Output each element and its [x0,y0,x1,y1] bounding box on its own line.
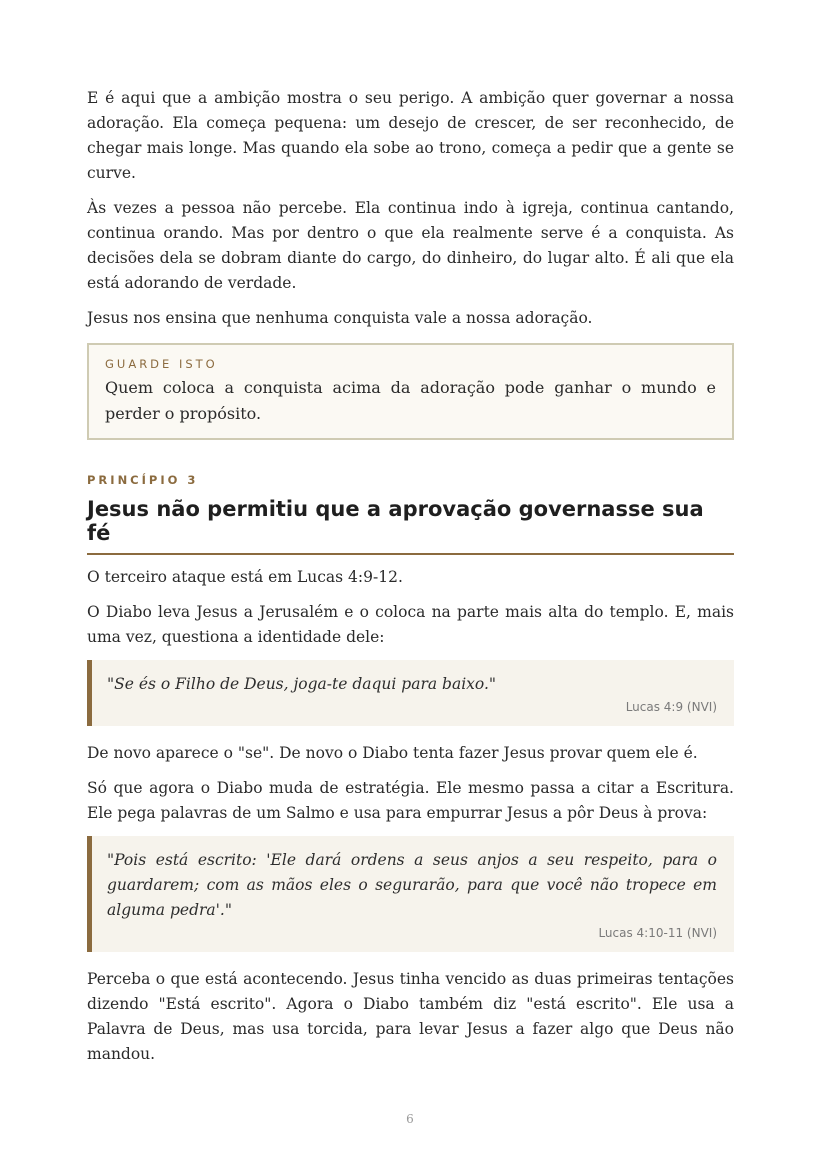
scripture-quote [87,660,734,726]
quote-reference: Lucas 4:10-11 (NVI) [598,926,717,940]
section-title: Jesus não permitiu que a aprovação governasse sua fé [87,497,734,555]
quote-text: "Pois está escrito: 'Ele dará ordens a seus anjos a seu respeito, para o guardarem; com as mãos eles o segurarão, para que você não tropece em alguma pedra'." [107,851,717,919]
highlight-callout [87,343,734,440]
scripture-quote [87,836,734,952]
body-paragraph: Só que agora o Diabo muda de estratégia. Ele mesmo passa a citar a Escritura. Ele pega palavras de um Salmo e usa para empurrar Jesus a pôr Deus à prova: [87,779,734,822]
body-paragraph: O terceiro ataque está em Lucas 4:9-12. [87,568,403,586]
body-paragraph: Perceba o que está acontecendo. Jesus tinha vencido as duas primeiras tentações dizendo "Está escrito". Agora o Diabo também diz "está escrito". Ele usa a Palavra de Deus, mas usa torcida, para levar Jesus a fazer algo que Deus não mandou. [87,970,734,1063]
body-paragraph: E é aqui que a ambição mostra o seu perigo. A ambição quer governar a nossa adoração. Ela começa pequena: um desejo de crescer, de ser reconhecido, de chegar mais longe. Mas quando ela sobe ao trono, começa a pedir que a gente se curve. [87,89,734,182]
quote-reference: Lucas 4:9 (NVI) [625,700,717,714]
callout-label: GUARDE ISTO [105,357,218,371]
body-paragraph: Às vezes a pessoa não percebe. Ela continua indo à igreja, continua cantando, continua orando. Mas por dentro o que ela realmente serve é a conquista. As decisões dela se dobram diante do cargo, do dinheiro, do lugar alto. É ali que ela está adorando de verdade. [87,199,734,292]
page-number: 6 [406,1112,414,1126]
body-paragraph: O Diabo leva Jesus a Jerusalém e o coloca na parte mais alta do templo. E, mais uma vez, questiona a identidade dele: [87,603,734,646]
page-content [87,86,734,1077]
body-paragraph: De novo aparece o "se". De novo o Diabo tenta fazer Jesus provar quem ele é. [87,744,698,762]
body-paragraph: Jesus nos ensina que nenhuma conquista vale a nossa adoração. [87,309,593,327]
callout-text: Quem coloca a conquista acima da adoração pode ganhar o mundo e perder o propósito. [105,378,716,423]
section-label: PRINCÍPIO 3 [87,473,199,487]
quote-text: "Se és o Filho de Deus, joga-te daqui para baixo." [107,675,497,693]
